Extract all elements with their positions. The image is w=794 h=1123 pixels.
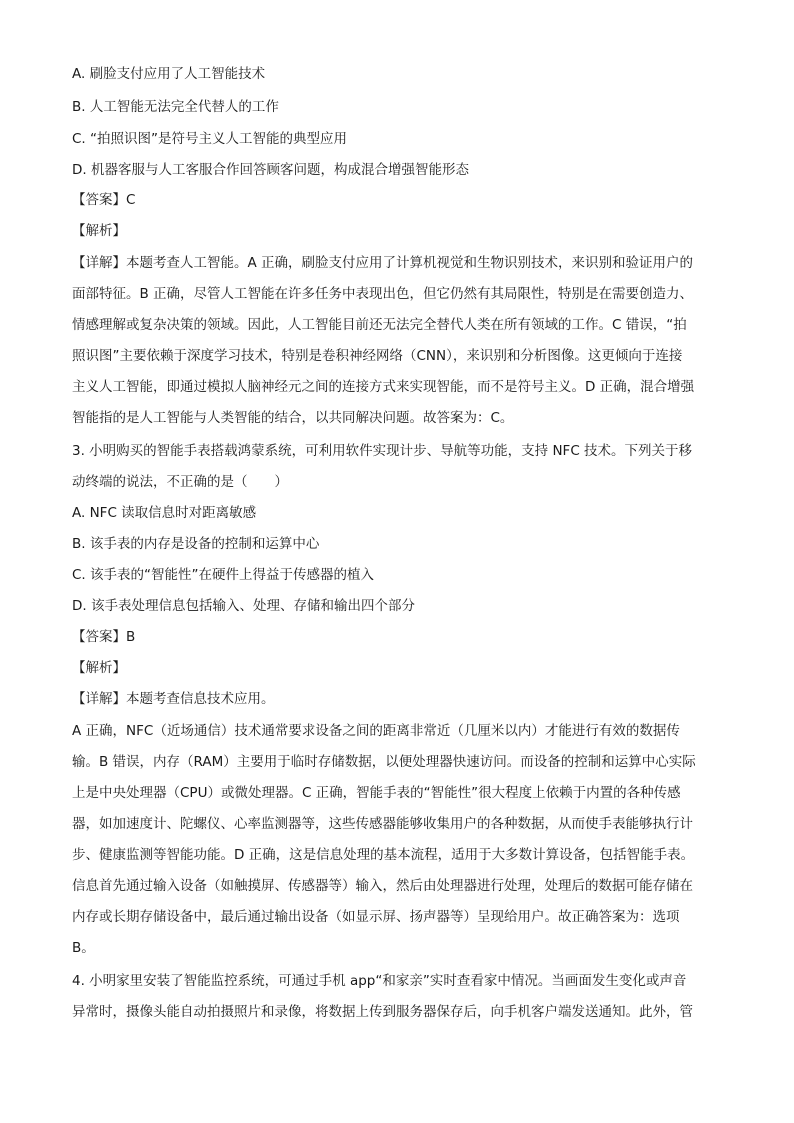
q2-option-c: C. “拍照识图”是符号主义人工智能的典型应用 xyxy=(72,131,347,147)
q3-detail-line: B。 xyxy=(72,940,95,956)
q3-option-d: D. 该手表处理信息包括输入、处理、存储和输出四个部分 xyxy=(72,598,415,614)
q3-stem-line: 3. 小明购买的智能手表搭载鸿蒙系统，可利用软件实现计步、导航等功能，支持 NFC 技术。下列关于移 xyxy=(72,443,693,459)
q3-detail-line: 器，如加速度计、陀螺仪、心率监测器等，这些传感器能够收集用户的各种数据，从而使手表能够执行计 xyxy=(72,816,693,832)
q2-detail-line: 【详解】本题考查人工智能。A 正确，刷脸支付应用了计算机视觉和生物识别技术，来识别和验证用户的 xyxy=(72,255,694,271)
q3-detail-intro: 【详解】本题考查信息技术应用。 xyxy=(72,691,275,707)
q3-answer: 【答案】B xyxy=(72,629,136,645)
q3-detail-line: 上是中央处理器（CPU）或微处理器。C 正确，智能手表的“智能性”很大程度上依赖于内置的各种传感 xyxy=(72,785,681,801)
q2-detail-line: 情感理解或复杂决策的领域。因此，人工智能目前还无法完全替代人类在所有领域的工作。C 错误，“拍 xyxy=(72,317,687,333)
q2-detail-line: 面部特征。B 正确，尽管人工智能在许多任务中表现出色，但它仍然有其局限性，特别是在需要创造力、 xyxy=(72,286,694,302)
q4-stem-line: 4. 小明家里安装了智能监控系统，可通过手机 app“和家亲”实时查看家中情况。当画面发生变化或声音 xyxy=(72,973,687,989)
q3-detail-line: 内存或长期存储设备中，最后通过输出设备（如显示屏、扬声器等）呈现给用户。故正确答案为：选项 xyxy=(72,909,680,925)
q3-detail-line: 输。B 错误，内存（RAM）主要用于临时存储数据，以便处理器快速访问。而设备的控制和运算中心实际 xyxy=(72,754,696,770)
q2-analysis-label: 【解析】 xyxy=(72,223,126,239)
q2-option-b: B. 人工智能无法完全代替人的工作 xyxy=(72,99,279,115)
q4-stem-line: 异常时，摄像头能自动拍摄照片和录像，将数据上传到服务器保存后，向手机客户端发送通知。此外，管 xyxy=(72,1004,693,1020)
q3-option-a: A. NFC 读取信息时对距离敏感 xyxy=(72,505,257,521)
q2-detail-line: 主义人工智能，即通过模拟人脑神经元之间的连接方式来实现智能，而不是符号主义。D 正确，混合增强 xyxy=(72,379,695,395)
q3-option-b: B. 该手表的内存是设备的控制和运算中心 xyxy=(72,536,320,552)
q3-detail-line: 信息首先通过输入设备（如触摸屏、传感器等）输入，然后由处理器进行处理，处理后的数据可能存储在 xyxy=(72,878,693,894)
q2-detail-line: 智能指的是人工智能与人类智能的结合，以共同解决问题。故答案为：C。 xyxy=(72,410,514,426)
q3-detail-line: 步、健康监测等智能功能。D 正确，这是信息处理的基本流程，适用于大多数计算设备，包括智能手表。 xyxy=(72,847,695,863)
q3-detail-line: A 正确，NFC（近场通信）技术通常要求设备之间的距离非常近（几厘米以内）才能进行有效的数据传 xyxy=(72,723,680,739)
q3-stem-line: 动终端的说法，不正确的是（ ） xyxy=(72,474,288,490)
q2-option-a: A. 刷脸支付应用了人工智能技术 xyxy=(72,66,266,82)
q2-option-d: D. 机器客服与人工客服合作回答顾客问题，构成混合增强智能形态 xyxy=(72,162,469,178)
q2-answer: 【答案】C xyxy=(72,192,136,208)
q2-detail-line: 照识图”主要依赖于深度学习技术，特别是卷积神经网络（CNN），来识别和分析图像。这更倾向于连接 xyxy=(72,348,683,364)
q3-option-c: C. 该手表的“智能性”在硬件上得益于传感器的植入 xyxy=(72,567,374,583)
q3-analysis-label: 【解析】 xyxy=(72,660,126,676)
